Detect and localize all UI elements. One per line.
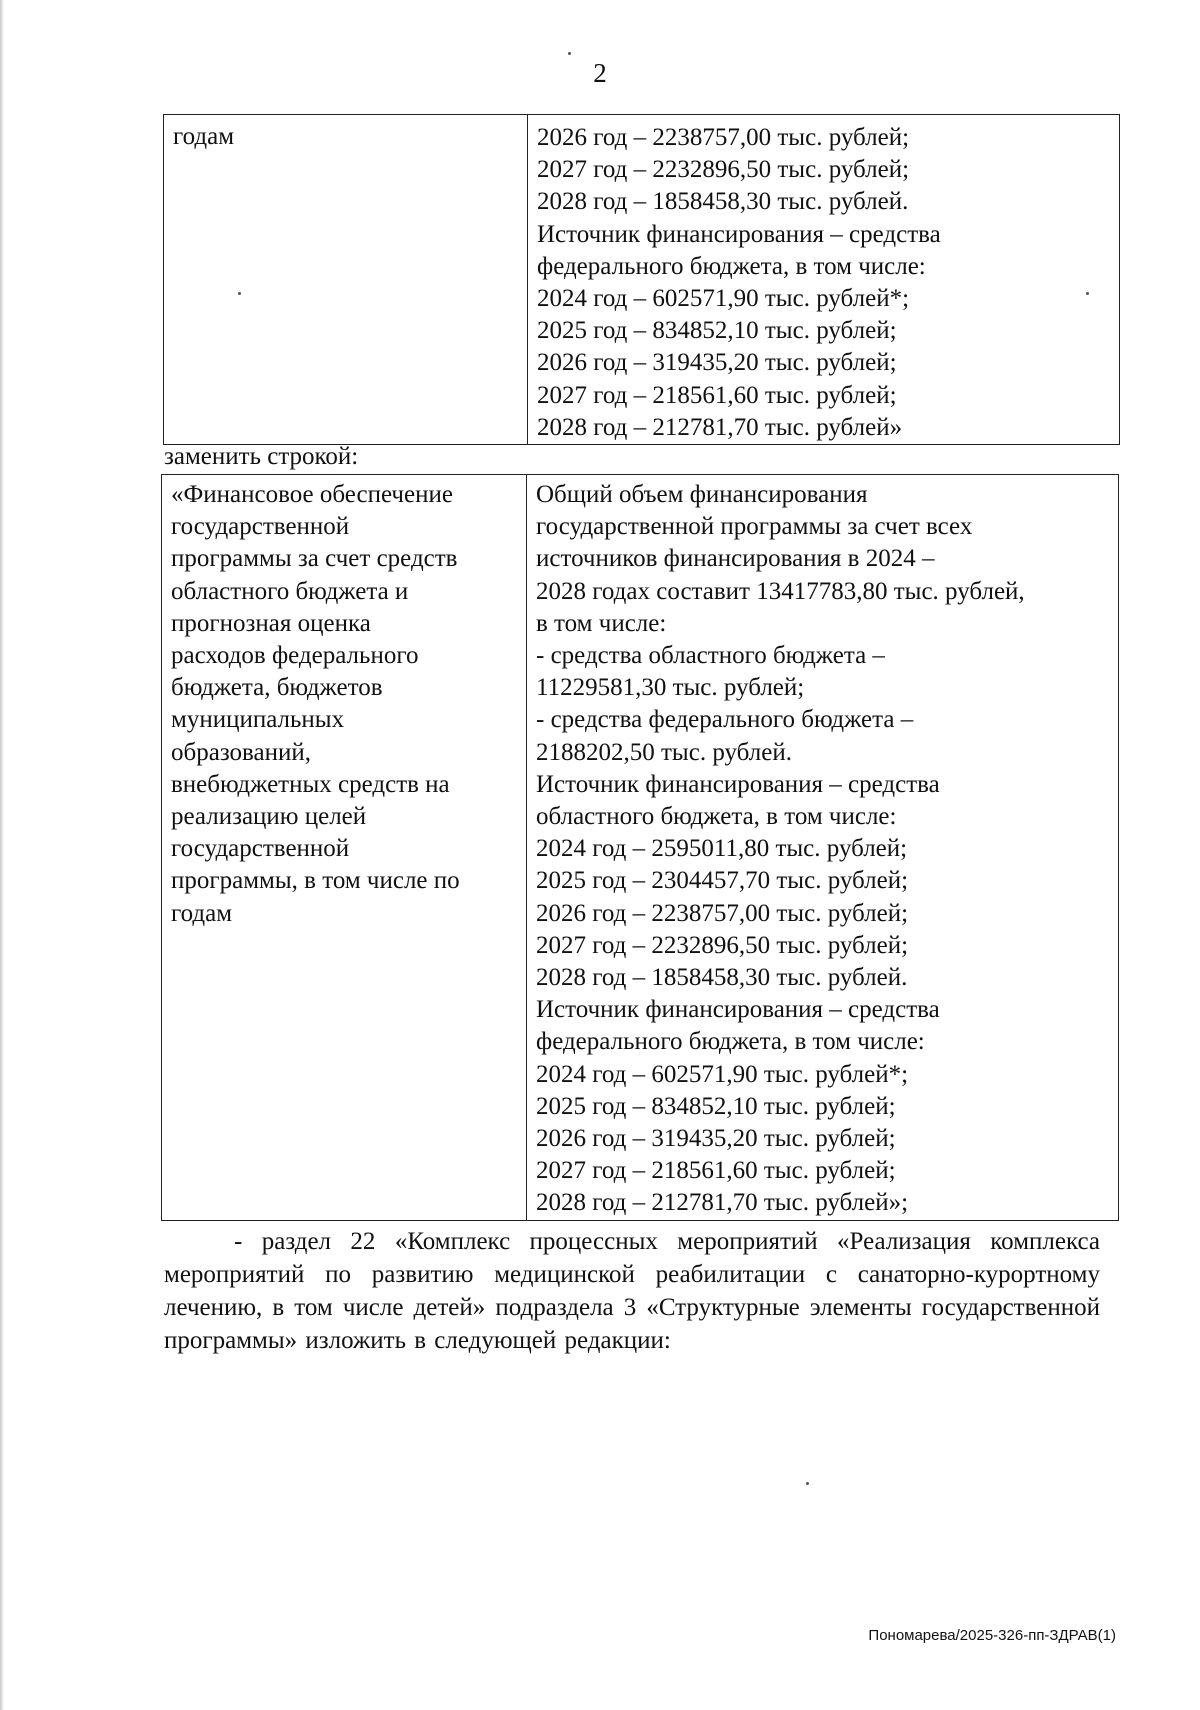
cell-line: годам: [173, 123, 235, 150]
cell-line: годам: [171, 899, 233, 927]
cell-line: государственной: [171, 513, 350, 541]
cell-line: 2024 год – 602571,90 тыс. рублей*;: [536, 1060, 909, 1088]
cell-line: 2026 год – 2238757,00 тыс. рублей;: [537, 124, 910, 151]
replacement-table-right-cell: [527, 475, 1119, 1221]
cell-line: - средства федерального бюджета –: [536, 706, 914, 734]
cell-line: 2026 год – 319435,20 тыс. рублей;: [537, 349, 897, 377]
cell-line: образований,: [171, 738, 312, 766]
continued-table-right-cell: [528, 115, 1120, 445]
cell-line: реализацию целей: [171, 803, 367, 831]
replace-label: заменить строкой:: [164, 443, 359, 470]
cell-line: Источник финансирования – средства: [537, 220, 941, 248]
cell-line: бюджета, бюджетов: [171, 674, 383, 702]
cell-line: «Финансовое обеспечение: [171, 481, 453, 508]
replacement-table-left-cell: [162, 475, 527, 1221]
scan-edge-shadow: [0, 0, 4, 1710]
cell-line: 2027 год – 218561,60 тыс. рублей;: [536, 1157, 896, 1185]
cell-line: 2025 год – 834852,10 тыс. рублей;: [537, 317, 897, 345]
cell-line: внебюджетных средств на: [171, 770, 450, 798]
cell-line: программы за счет средств: [171, 545, 458, 573]
cell-line: 2027 год – 218561,60 тыс. рублей;: [537, 381, 897, 409]
cell-line: 11229581,30 тыс. рублей;: [536, 674, 805, 702]
cell-line: областного бюджета и: [171, 577, 409, 605]
cell-line: 2188202,50 тыс. рублей.: [536, 738, 792, 766]
cell-line: в том числе:: [536, 609, 667, 637]
cell-line: 2026 год – 319435,20 тыс. рублей;: [536, 1125, 896, 1153]
scan-speck: [568, 52, 571, 55]
cell-line: Источник финансирования – средства: [536, 996, 940, 1024]
cell-line: Источник финансирования – средства: [536, 770, 940, 798]
continued-table: [163, 114, 1120, 445]
scan-speck: [806, 1482, 809, 1485]
cell-line: 2024 год – 2595011,80 тыс. рублей;: [536, 835, 908, 863]
document-code: Пономарева/2025-326-пп-ЗДРАВ(1): [868, 1627, 1116, 1644]
cell-line: 2027 год – 2232896,50 тыс. рублей;: [536, 931, 909, 959]
cell-line: муниципальных: [171, 706, 345, 734]
cell-line: 2026 год – 2238757,00 тыс. рублей;: [536, 899, 909, 927]
cell-line: 2025 год – 2304457,70 тыс. рублей;: [536, 867, 909, 895]
table-row: [162, 475, 1119, 1221]
cell-line: 2028 годах составит 13417783,80 тыс. рублей,: [536, 577, 1025, 605]
cell-line: Общий объем финансирования: [536, 481, 868, 508]
cell-line: источников финансирования в 2024 –: [536, 545, 935, 573]
cell-line: 2025 год – 834852,10 тыс. рублей;: [536, 1092, 896, 1120]
continued-table-left-cell: [164, 115, 528, 445]
cell-line: программы, в том числе по: [171, 867, 460, 895]
cell-line: федерального бюджета, в том числе:: [537, 252, 926, 280]
cell-line: федерального бюджета, в том числе:: [536, 1028, 925, 1056]
cell-line: 2028 год – 212781,70 тыс. рублей»;: [536, 1189, 909, 1217]
cell-line: 2028 год – 212781,70 тыс. рублей»: [537, 413, 903, 441]
cell-line: прогнозная оценка: [171, 609, 371, 637]
page-number: 2: [593, 58, 607, 88]
table-row: [164, 115, 1120, 445]
cell-line: областного бюджета, в том числе:: [536, 803, 897, 831]
replacement-table: [161, 474, 1119, 1221]
cell-line: 2027 год – 2232896,50 тыс. рублей;: [537, 156, 910, 184]
amendment-paragraph: - раздел 22 «Комплекс процессных мероприятий «Реализация комплекса мероприятий по развитию медицинской реабилитации с санаторно-курортному лечению, в том числе детей» подраздела 3 «Структурные элементы государственной программы» изложить в следующей редакции:: [164, 1228, 1100, 1354]
cell-line: 2024 год – 602571,90 тыс. рублей*;: [537, 285, 910, 313]
cell-line: 2028 год – 1858458,30 тыс. рублей.: [536, 964, 908, 992]
cell-line: государственной: [171, 835, 350, 863]
cell-line: расходов федерального: [171, 642, 419, 670]
cell-line: - средства областного бюджета –: [536, 642, 885, 670]
cell-line: 2028 год – 1858458,30 тыс. рублей.: [537, 188, 909, 216]
cell-line: государственной программы за счет всех: [536, 513, 973, 541]
